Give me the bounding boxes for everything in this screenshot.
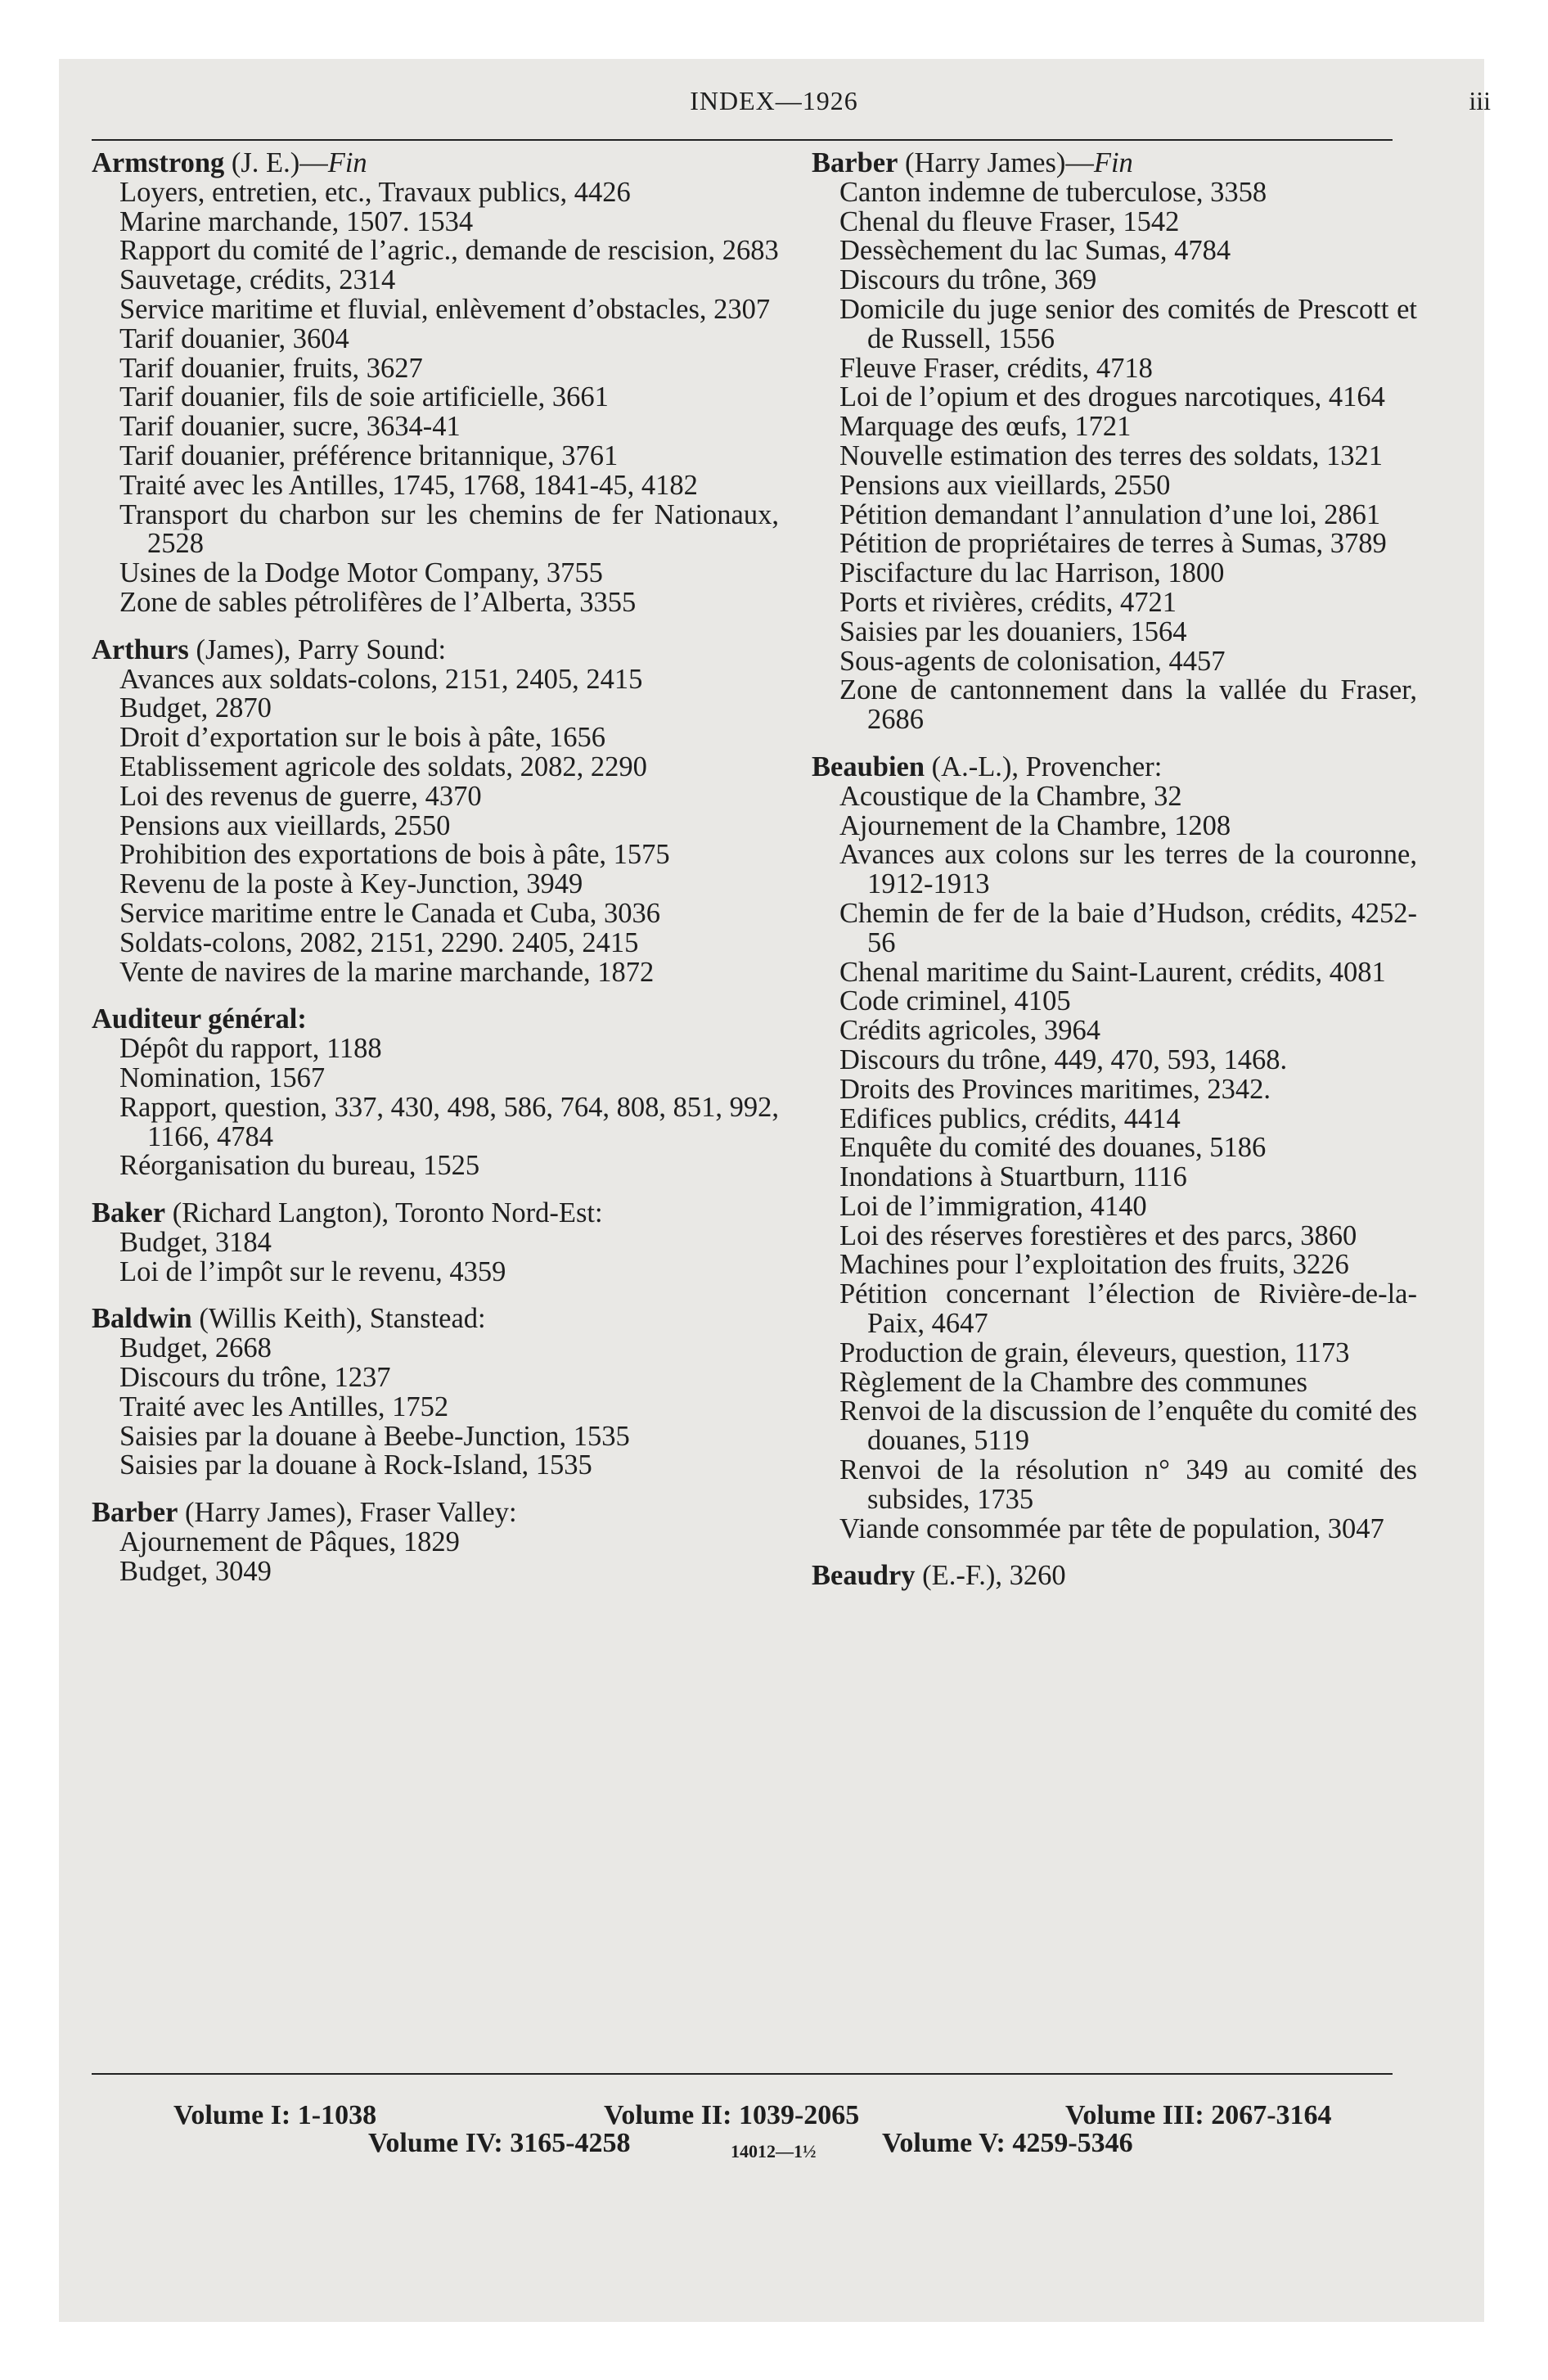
page-header	[0, 86, 1548, 119]
subentry: Usines de la Dodge Motor Company, 3755	[119, 557, 603, 589]
entry-details: (James), Parry Sound:	[188, 633, 447, 665]
subentry: Domicile du juge senior des comités de Prescott et de Russell, 1556	[839, 293, 1417, 354]
subentry: Acoustique de la Chambre, 32	[839, 780, 1182, 812]
subentry: Service maritime entre le Canada et Cuba, 3036	[119, 897, 661, 929]
subentry: Discours du trône, 369	[839, 264, 1097, 296]
entry-heading	[92, 1499, 779, 1528]
subentry: Budget, 2870	[119, 692, 272, 724]
subentry: Production de grain, éleveurs, question, 1173	[839, 1336, 1350, 1368]
entry-heading	[92, 149, 779, 178]
subentry: Crédits agricoles, 3964	[839, 1015, 1101, 1047]
subentry: Pétition de propriétaires de terres à Sumas, 3789	[839, 528, 1387, 560]
entry-details: (Willis Keith), Stanstead:	[191, 1303, 486, 1335]
subentry: Pétition demandant l’annulation d’une loi, 2861	[839, 498, 1381, 530]
subentry: Rapport, question, 337, 430, 498, 586, 764, 808, 851, 992, 1166, 4784	[119, 1091, 779, 1152]
entry-heading	[812, 1562, 1417, 1591]
subentry: Fleuve Fraser, crédits, 4718	[839, 352, 1153, 384]
print-code: 14012—1½	[731, 2141, 817, 2161]
subentry: Viande consommée par tête de population, 3047	[839, 1512, 1384, 1544]
entry-name: Barber	[812, 147, 898, 178]
index-entry	[92, 1005, 779, 1181]
subentry: Saisies par la douane à Beebe-Junction, 1535	[119, 1420, 630, 1452]
subentry: Loi des réserves forestières et des parcs, 3860	[839, 1219, 1357, 1251]
index-entry	[92, 1199, 779, 1287]
subentry: Pétition concernant l’élection de Rivière-de-la-Paix, 4647	[839, 1278, 1417, 1340]
footer-rule	[92, 2073, 1393, 2075]
subentry: Vente de navires de la marine marchande, 1872	[119, 956, 655, 988]
subentry: Ajournement de la Chambre, 1208	[839, 809, 1231, 841]
subentry: Transport du charbon sur les chemins de fer Nationaux, 2528	[119, 498, 779, 560]
subentry: Tarif douanier, 3604	[119, 322, 349, 354]
entry-details: (Richard Langton), Toronto Nord-Est:	[165, 1197, 603, 1229]
subentry: Droit d’exportation sur le bois à pâte, 1656	[119, 722, 606, 754]
subentry: Piscifacture du lac Harrison, 1800	[839, 557, 1225, 589]
entry-name: Auditeur général:	[92, 1003, 307, 1035]
index-entry	[812, 1562, 1417, 1591]
subentry: Zone de sables pétrolifères de l’Alberta, 3355	[119, 586, 637, 618]
volume-range-5: Volume V: 4259-5346	[882, 2128, 1133, 2158]
subentry: Tarif douanier, fruits, 3627	[119, 352, 423, 384]
entry-heading	[92, 1199, 779, 1228]
entry-name: Arthurs	[92, 633, 189, 665]
entry-continuation: Fin	[1093, 147, 1133, 178]
subentry: Tarif douanier, préférence britannique, 3761	[119, 439, 619, 471]
volume-range-2: Volume II: 1039-2065	[604, 2100, 860, 2130]
subentry: Code criminel, 4105	[839, 985, 1071, 1017]
index-entry	[92, 633, 779, 988]
subentry: Canton indemne de tuberculose, 3358	[839, 176, 1267, 208]
subentry: Loi de l’impôt sur le revenu, 4359	[119, 1255, 506, 1287]
volume-range-3: Volume III: 2067-3164	[1065, 2100, 1332, 2130]
subentry: Discours du trône, 449, 470, 593, 1468.	[839, 1044, 1288, 1075]
subentry: Etablissement agricole des soldats, 2082, 2290	[119, 751, 647, 782]
subentry: Ports et rivières, crédits, 4721	[839, 586, 1177, 618]
subentry: Traité avec les Antilles, 1752	[119, 1391, 449, 1422]
subentry: Budget, 2668	[119, 1332, 272, 1364]
subentry: Renvoi de la résolution n° 349 au comité des subsides, 1735	[839, 1454, 1417, 1515]
entry-name: Beaubien	[812, 751, 925, 782]
entry-heading	[812, 149, 1417, 178]
entry-details: (A.-L.), Provencher:	[925, 751, 1163, 782]
index-entry	[92, 1499, 779, 1586]
subentry: Soldats-colons, 2082, 2151, 2290. 2405, 2415	[119, 926, 639, 958]
subentry: Renvoi de la discussion de l’enquête du comité des douanes, 5119	[839, 1395, 1417, 1457]
index-entry	[812, 753, 1417, 1544]
subentry: Marine marchande, 1507. 1534	[119, 205, 474, 237]
subentry: Droits des Provinces maritimes, 2342.	[839, 1073, 1271, 1105]
subentry: Dépôt du rapport, 1188	[119, 1033, 382, 1065]
volume-range-4: Volume IV: 3165-4258	[368, 2128, 631, 2158]
running-title: INDEX—1926	[690, 86, 858, 115]
subentry: Pensions aux vieillards, 2550	[839, 469, 1171, 501]
subentry: Nouvelle estimation des terres des soldats, 1321	[839, 439, 1383, 471]
entry-heading	[812, 753, 1417, 782]
subentry: Pensions aux vieillards, 2550	[119, 809, 451, 841]
subentry: Inondations à Stuartburn, 1116	[839, 1161, 1187, 1193]
subentry: Discours du trône, 1237	[119, 1362, 391, 1394]
subentry: Budget, 3049	[119, 1555, 272, 1587]
volume-range-1: Volume I: 1-1038	[173, 2100, 377, 2130]
subentry: Règlement de la Chambre des communes	[839, 1366, 1307, 1398]
subentry: Chenal maritime du Saint-Laurent, crédits, 4081	[839, 956, 1386, 988]
entry-details: (E.-F.), 3260	[915, 1560, 1066, 1592]
subentry: Ajournement de Pâques, 1829	[119, 1526, 460, 1558]
subentry: Revenu de la poste à Key-Junction, 3949	[119, 868, 583, 900]
entry-name: Armstrong	[92, 147, 225, 178]
index-entry	[812, 149, 1417, 735]
index-column-left	[92, 149, 779, 1587]
entry-name: Beaudry	[812, 1560, 916, 1592]
entry-name: Barber	[92, 1497, 178, 1529]
subentry: Budget, 3184	[119, 1226, 272, 1258]
subentry: Nomination, 1567	[119, 1062, 326, 1093]
subentry: Sous-agents de colonisation, 4457	[839, 645, 1226, 677]
entry-heading	[92, 1305, 779, 1334]
subentry: Sauvetage, crédits, 2314	[119, 264, 396, 296]
subentry: Service maritime et fluvial, enlèvement d’obstacles, 2307	[119, 293, 771, 325]
subentry: Saisies par la douane à Rock-Island, 1535	[119, 1449, 592, 1481]
subentry: Réorganisation du bureau, 1525	[119, 1150, 480, 1182]
page-number: iii	[1469, 86, 1491, 115]
entry-heading	[92, 633, 779, 665]
subentry: Avances aux colons sur les terres de la couronne, 1912-1913	[839, 839, 1417, 900]
header-rule	[92, 139, 1393, 141]
subentry: Machines pour l’exploitation des fruits, 3226	[839, 1249, 1349, 1281]
entry-name: Baker	[92, 1197, 166, 1229]
entry-details: (J. E.)—	[224, 147, 328, 178]
subentry: Chenal du fleuve Fraser, 1542	[839, 205, 1180, 237]
entry-details: (Harry James), Fraser Valley:	[178, 1497, 517, 1529]
entry-heading	[92, 1005, 779, 1034]
subentry: Loi de l’immigration, 4140	[839, 1190, 1147, 1222]
subentry: Avances aux soldats-colons, 2151, 2405, 2415	[119, 663, 643, 695]
subentry: Marquage des œufs, 1721	[839, 411, 1132, 443]
subentry: Enquête du comité des douanes, 5186	[839, 1132, 1267, 1164]
subentry: Zone de cantonnement dans la vallée du Fraser, 2686	[839, 674, 1417, 736]
subentry: Loi de l’opium et des drogues narcotiques, 4164	[839, 381, 1385, 413]
subentry: Tarif douanier, sucre, 3634-41	[119, 411, 461, 443]
subentry: Dessèchement du lac Sumas, 4784	[839, 235, 1231, 267]
subentry: Saisies par les douaniers, 1564	[839, 615, 1187, 647]
subentry: Rapport du comité de l’agric., demande de rescision, 2683	[119, 235, 779, 267]
index-entry	[92, 1305, 779, 1481]
subentry: Tarif douanier, fils de soie artificielle, 3661	[119, 381, 609, 413]
subentry: Loi des revenus de guerre, 4370	[119, 780, 482, 812]
subentry: Edifices publics, crédits, 4414	[839, 1102, 1181, 1134]
entry-continuation: Fin	[327, 147, 367, 178]
entry-details: (Harry James)—	[898, 147, 1094, 178]
entry-name: Baldwin	[92, 1303, 192, 1335]
index-entry	[92, 149, 779, 618]
subentry: Loyers, entretien, etc., Travaux publics, 4426	[119, 176, 631, 208]
subentry: Traité avec les Antilles, 1745, 1768, 1841-45, 4182	[119, 469, 698, 501]
index-column-right	[812, 149, 1417, 1591]
subentry: Chemin de fer de la baie d’Hudson, crédits, 4252-56	[839, 897, 1417, 958]
subentry: Prohibition des exportations de bois à pâte, 1575	[119, 839, 670, 871]
